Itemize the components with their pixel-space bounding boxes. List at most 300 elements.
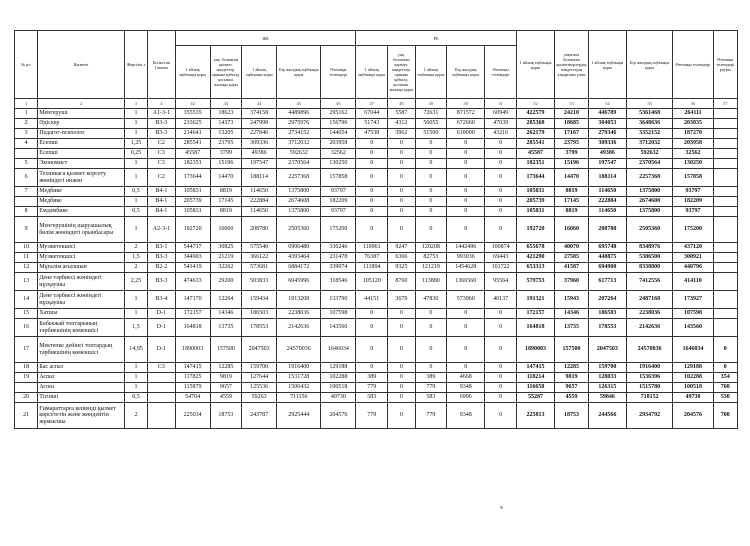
amount-cell: 0	[713, 363, 737, 373]
amount-cell	[713, 253, 737, 263]
amount-cell: 93797	[321, 207, 356, 217]
amount-cell: 0	[485, 207, 517, 217]
amount-cell: 2047503	[242, 337, 277, 363]
staff-units: 1	[124, 363, 147, 373]
amount-cell: 100518	[673, 383, 713, 393]
staff-units: 1	[124, 383, 147, 393]
amount-cell: 12285	[555, 363, 589, 373]
amount-cell: 579753	[517, 273, 555, 291]
row-number: 5	[15, 159, 38, 169]
position-name: Мектепке дейінгі топтардың тәрбиешінің көмекшісі	[38, 337, 125, 363]
amount-cell: 414110	[673, 273, 713, 291]
amount-cell: 1916400	[626, 363, 673, 373]
amount-cell: 15943	[555, 291, 589, 309]
row-number	[15, 197, 38, 207]
table-row	[15, 119, 738, 129]
column-number: 52	[517, 99, 555, 109]
row-number: 12	[15, 263, 38, 273]
amount-cell: 178553	[588, 319, 626, 337]
col-header-total-temp: уақытша болмаған қызметкерлердің міндеттерін атқарғаны үшін	[555, 31, 589, 99]
column-number: 51	[485, 99, 517, 109]
column-number-row	[15, 99, 738, 109]
amount-cell: 9348	[447, 383, 485, 393]
amount-cell: 214641	[175, 129, 210, 139]
amount-cell: 59263	[242, 393, 277, 403]
amount-cell: 0	[415, 149, 447, 159]
row-number	[15, 149, 38, 159]
rb-compensation-header: Өтемақы төлемдері	[485, 46, 517, 99]
amount-cell: 9325	[388, 263, 415, 273]
amount-cell: 14470	[555, 169, 589, 187]
amount-cell: 0	[447, 187, 485, 197]
amount-cell: 118214	[517, 373, 555, 383]
staff-units: 1	[124, 309, 147, 319]
amount-cell: 2370564	[277, 159, 321, 169]
amount-cell: 100518	[321, 383, 356, 393]
row-number: 9	[15, 217, 38, 243]
amount-cell	[713, 129, 737, 139]
amount-cell: 115879	[175, 383, 210, 393]
amount-cell: 366122	[242, 253, 277, 263]
amount-cell: 182351	[175, 159, 210, 169]
staff-units: 0,5	[124, 187, 147, 197]
amount-cell: 24570036	[626, 337, 673, 363]
amount-cell: 17167	[555, 129, 589, 139]
amount-cell: 1890003	[175, 337, 210, 363]
amount-cell: 0	[415, 217, 447, 243]
row-number: 4	[15, 139, 38, 149]
qualification-category	[148, 373, 175, 383]
amount-cell: 374158	[242, 109, 277, 119]
amount-cell: 59846	[588, 393, 626, 403]
amount-cell: 6045996	[277, 273, 321, 291]
amount-cell: 871572	[447, 109, 485, 119]
col-header-compensation-size: Өтемақы төлемдері рауры	[713, 31, 737, 99]
amount-cell: 779	[356, 403, 388, 429]
staff-units: 1	[124, 109, 147, 119]
position-name: Бөбекжай топтарының тәрбиешінің көмекшісі	[38, 319, 125, 337]
amount-cell: 15196	[210, 159, 242, 169]
amount-cell: 157500	[555, 337, 589, 363]
qualification-category: D-1	[148, 337, 175, 363]
amount-cell: 72631	[415, 109, 447, 119]
amount-cell: 175200	[673, 217, 713, 243]
amount-cell: 1454628	[447, 263, 485, 273]
col-header-total-monthly-2: 1 айлық еңбекақы қоры	[588, 31, 626, 99]
column-number: 54	[588, 99, 626, 109]
amount-cell	[713, 207, 737, 217]
amount-cell: 4559	[210, 393, 242, 403]
amount-cell: 101722	[485, 263, 517, 273]
amount-cell: 2142636	[277, 319, 321, 337]
amount-cell	[713, 217, 737, 243]
amount-cell: 573681	[242, 263, 277, 273]
amount-cell: 0	[388, 139, 415, 149]
amount-cell: 0	[388, 337, 415, 363]
amount-cell: 0	[447, 309, 485, 319]
amount-cell: 40137	[485, 291, 517, 309]
staff-units: 1	[124, 217, 147, 243]
amount-cell: 695748	[588, 243, 626, 253]
amount-cell: 0	[447, 337, 485, 363]
amount-cell: 147170	[175, 291, 210, 309]
amount-cell: 1646034	[673, 337, 713, 363]
rb-monthly-2-header: 1 айлық еңбекақы қоры	[415, 46, 447, 99]
amount-cell: 7412556	[626, 273, 673, 291]
column-number: 48	[388, 99, 415, 109]
column-number: 1	[15, 99, 38, 109]
amount-cell: 222884	[242, 197, 277, 207]
amount-cell: 188114	[242, 169, 277, 187]
amount-cell: 114650	[242, 207, 277, 217]
table-row	[15, 159, 738, 169]
amount-cell: 653313	[517, 263, 555, 273]
amount-cell: 227846	[242, 129, 277, 139]
amount-cell: 69443	[485, 253, 517, 263]
amount-cell: 285368	[517, 119, 555, 129]
amount-cell: 3799	[555, 149, 589, 159]
qualification-category: С3	[148, 363, 175, 373]
amount-cell: 0	[388, 169, 415, 187]
amount-cell: 178553	[242, 319, 277, 337]
amount-cell: 0	[485, 319, 517, 337]
amount-cell: 192720	[175, 217, 210, 243]
amount-cell: 718152	[626, 393, 673, 403]
amount-cell: 173644	[517, 169, 555, 187]
amount-cell: 192720	[517, 217, 555, 243]
col-header-category: Біліктілік Санаты	[148, 31, 175, 99]
amount-cell: 0	[485, 149, 517, 159]
amount-cell: 182209	[673, 197, 713, 207]
amount-cell: 233625	[175, 119, 210, 129]
amount-cell: 49386	[588, 149, 626, 159]
position-name: Медбике	[38, 187, 125, 197]
amount-cell: 23795	[210, 139, 242, 149]
table-row	[15, 393, 738, 403]
amount-cell: 14373	[210, 119, 242, 129]
amount-cell: 128033	[588, 373, 626, 383]
amount-cell: 49730	[673, 393, 713, 403]
amount-cell: 18685	[555, 119, 589, 129]
row-number: 18	[15, 363, 38, 373]
amount-cell: 2734152	[277, 129, 321, 139]
amount-cell: 107598	[321, 309, 356, 319]
amount-cell: 285541	[175, 139, 210, 149]
amount-cell: 0	[415, 159, 447, 169]
amount-cell: 0	[415, 169, 447, 187]
staff-units: 1	[124, 197, 147, 207]
amount-cell: 1890003	[517, 337, 555, 363]
amount-cell: 0	[485, 139, 517, 149]
amount-cell: 8348976	[626, 243, 673, 253]
amount-cell: 60949	[485, 109, 517, 119]
amount-cell: 474633	[175, 273, 210, 291]
amount-cell: 203835	[673, 119, 713, 129]
row-number: 6	[15, 169, 38, 187]
amount-cell: 2142636	[626, 319, 673, 337]
amount-cell: 389	[356, 373, 388, 383]
amount-cell: 6906480	[277, 243, 321, 253]
column-number: 3	[124, 99, 147, 109]
amount-cell: 114650	[588, 207, 626, 217]
amount-cell: 0	[447, 159, 485, 169]
amount-cell: 21219	[210, 253, 242, 263]
position-name: Медбике	[38, 197, 125, 207]
amount-cell: 0	[447, 139, 485, 149]
amount-cell: 0	[388, 207, 415, 217]
amount-cell: 205739	[517, 197, 555, 207]
column-number: 49	[415, 99, 447, 109]
amount-cell: 1375800	[277, 207, 321, 217]
amount-cell: 344903	[175, 253, 210, 263]
zhk-yearly-header: Бір жылдық еңбекақы қоры	[277, 46, 321, 99]
row-number: 13	[15, 273, 38, 291]
amount-cell: 4312	[388, 119, 415, 129]
amount-cell: 655678	[517, 243, 555, 253]
amount-cell: 0	[356, 197, 388, 207]
position-name: Дене тәрбиесі жөніндегі нұсқаушы	[38, 273, 125, 291]
column-number: 55	[626, 99, 673, 109]
amount-cell: 164818	[517, 319, 555, 337]
row-number: 20	[15, 393, 38, 403]
amount-cell: 2257368	[277, 169, 321, 187]
amount-cell: 67044	[356, 109, 388, 119]
amount-cell: 3352152	[626, 129, 673, 139]
amount-cell: 0	[356, 309, 388, 319]
row-number: 1	[15, 109, 38, 119]
position-name: Хатшы	[38, 309, 125, 319]
amount-cell: 247998	[242, 119, 277, 129]
amount-cell: 3962	[388, 129, 415, 139]
amount-cell: 129188	[321, 363, 356, 373]
amount-cell: 0	[356, 319, 388, 337]
amount-cell: 45587	[175, 149, 210, 159]
amount-cell	[713, 119, 737, 129]
amount-cell: 9819	[210, 373, 242, 383]
position-name: Аспаз	[38, 383, 125, 393]
amount-cell: 0	[485, 383, 517, 393]
zhk-temp-header: уақ. болмаған қызмет. міндеттер. орнына қабылд. қосымш. жалақы қоры	[210, 46, 242, 99]
amount-cell: 203958	[321, 139, 356, 149]
column-number: 57	[713, 99, 737, 109]
amount-cell: 2505360	[277, 217, 321, 243]
staff-units: 0,5	[124, 207, 147, 217]
amount-cell: 583	[356, 393, 388, 403]
column-number: 45	[277, 99, 321, 109]
position-name: Дене тәрбиесі жөніндегі нұсқаушы	[38, 291, 125, 309]
amount-cell: 3799	[210, 149, 242, 159]
column-number: 2	[38, 99, 125, 109]
amount-cell: 544717	[175, 243, 210, 253]
amount-cell: 354	[713, 373, 737, 383]
amount-cell: 617713	[588, 273, 626, 291]
amount-cell: 204576	[321, 403, 356, 429]
amount-cell: 5386500	[626, 253, 673, 263]
group-header-rb: РБ	[356, 31, 517, 46]
qualification-category: В4-1	[148, 197, 175, 207]
amount-cell: 618000	[447, 129, 485, 139]
amount-cell: 4489896	[277, 109, 321, 119]
amount-cell: 191321	[517, 291, 555, 309]
amount-cell: 446789	[588, 109, 626, 119]
zhk-monthly-header: 1 айлық еңбекақы қоры	[175, 46, 210, 99]
amount-cell: 120208	[415, 243, 447, 253]
amount-cell: 16060	[210, 217, 242, 243]
staff-units: 1	[124, 129, 147, 139]
amount-cell: 93797	[321, 187, 356, 197]
amount-cell: 0	[415, 207, 447, 217]
amount-cell: 51743	[356, 119, 388, 129]
amount-cell: 779	[415, 383, 447, 393]
amount-cell: 993036	[447, 253, 485, 263]
amount-cell: 437120	[673, 243, 713, 253]
qualification-category: D-1	[148, 319, 175, 337]
amount-cell: 105831	[517, 207, 555, 217]
amount-cell: 1913208	[277, 291, 321, 309]
amount-cell: 105831	[175, 207, 210, 217]
amount-cell: 100874	[485, 243, 517, 253]
amount-cell: 40070	[555, 243, 589, 253]
amount-cell: 0	[388, 187, 415, 197]
amount-cell: 110961	[356, 243, 388, 253]
amount-cell: 9348	[447, 403, 485, 429]
amount-cell: 8760	[388, 273, 415, 291]
position-name: Емдәмбике	[38, 207, 125, 217]
amount-cell: 208780	[242, 217, 277, 243]
row-number: 2	[15, 119, 38, 129]
amount-cell: 1442496	[447, 243, 485, 253]
amount-cell: 1646034	[321, 337, 356, 363]
position-name: Экономист	[38, 159, 125, 169]
amount-cell: 105831	[175, 187, 210, 197]
amount-cell: 3712032	[277, 139, 321, 149]
amount-cell: 0	[356, 187, 388, 197]
column-number: 47	[356, 99, 388, 109]
qualification-category: В4-1	[148, 187, 175, 197]
staff-units: 1	[124, 159, 147, 169]
amount-cell: 143560	[673, 319, 713, 337]
col-header-no: № р/с	[15, 31, 38, 99]
amount-cell: 126315	[588, 383, 626, 393]
table-row	[15, 109, 738, 119]
amount-cell: 0	[447, 149, 485, 159]
amount-cell: 55287	[517, 393, 555, 403]
amount-cell: 1531728	[277, 373, 321, 383]
column-number: 43	[210, 99, 242, 109]
position-name: Музжетекшісі	[38, 243, 125, 253]
rb-monthly-header: 1 айлық еңбекақы қоры	[356, 46, 388, 99]
amount-cell	[713, 187, 737, 197]
amount-cell: 147415	[175, 363, 210, 373]
amount-cell: 0	[388, 159, 415, 169]
amount-cell: 9657	[210, 383, 242, 393]
staff-units: 0,5	[124, 393, 147, 403]
rb-yearly-header: Бір жылдық еңбекақы қоры	[447, 46, 485, 99]
amount-cell: 16060	[555, 217, 589, 243]
position-name: Техникага қызмет корсету жөніндегі инжен	[38, 169, 125, 187]
qualification-category: D-1	[148, 309, 175, 319]
amount-cell: 0	[388, 149, 415, 159]
table-body	[15, 109, 738, 429]
amount-cell: 0	[388, 363, 415, 373]
amount-cell	[713, 243, 737, 253]
amount-cell: 159434	[242, 291, 277, 309]
table-row	[15, 253, 738, 263]
amount-cell: 541419	[175, 263, 210, 273]
amount-cell: 3648636	[626, 119, 673, 129]
amount-cell	[713, 149, 737, 159]
amount-cell: 116658	[517, 383, 555, 393]
amount-cell: 389	[415, 373, 447, 383]
amount-cell: 102288	[321, 373, 356, 383]
amount-cell: 0	[356, 159, 388, 169]
qualification-category: С2	[148, 139, 175, 149]
column-number: 50	[447, 99, 485, 109]
amount-cell: 3712032	[626, 139, 673, 149]
amount-cell: 0	[356, 363, 388, 373]
col-header-total-yearly: Бір жылдық еңбекақы қоры	[626, 31, 673, 99]
position-name: Әдіскер	[38, 119, 125, 129]
amount-cell	[713, 291, 737, 309]
qualification-category: В3-3	[148, 119, 175, 129]
position-name: Менгеруші	[38, 109, 125, 119]
amount-cell: 336246	[321, 243, 356, 253]
amount-cell: 37960	[555, 273, 589, 291]
amount-cell: 95564	[485, 273, 517, 291]
amount-cell	[713, 319, 737, 337]
rb-temp-header: уақ. болмаған қызмет. міндеттер. орнына қабылд. қосымш. жалақы қоры	[388, 46, 415, 99]
amount-cell: 5587	[388, 109, 415, 119]
amount-cell: 147415	[517, 363, 555, 373]
position-name: Есепші	[38, 139, 125, 149]
amount-cell: 4559	[555, 393, 589, 403]
amount-cell: 9819	[555, 373, 589, 383]
col-header-total-compensation: Өтемақы төлемдері	[673, 31, 713, 99]
col-header-level: Жергілік т	[124, 31, 147, 99]
amount-cell: 129188	[673, 363, 713, 373]
amount-cell: 8338800	[626, 263, 673, 273]
amount-cell: 0	[485, 217, 517, 243]
qualification-category	[148, 403, 175, 429]
row-number: 7	[15, 187, 38, 197]
amount-cell: 2257368	[626, 169, 673, 187]
amount-cell: 0	[485, 403, 517, 429]
amount-cell: 13735	[555, 319, 589, 337]
amount-cell: 107598	[673, 309, 713, 319]
amount-cell: 2487168	[626, 291, 673, 309]
amount-cell: 2370564	[626, 159, 673, 169]
amount-cell: 203958	[673, 139, 713, 149]
amount-cell: 182209	[321, 197, 356, 207]
table-row	[15, 319, 738, 337]
amount-cell: 231478	[321, 253, 356, 263]
amount-cell: 8819	[555, 207, 589, 217]
amount-cell: 8819	[555, 187, 589, 197]
amount-cell: 318546	[321, 273, 356, 291]
amount-cell: 779	[356, 383, 388, 393]
amount-cell: 6996	[447, 393, 485, 403]
table-row	[15, 383, 738, 393]
scan-speck	[500, 506, 503, 509]
amount-cell: 440796	[673, 263, 713, 273]
amount-cell: 29200	[210, 273, 242, 291]
amount-cell: 130250	[673, 159, 713, 169]
amount-cell: 1375800	[626, 207, 673, 217]
amount-cell	[713, 139, 737, 149]
amount-cell: 2674608	[277, 197, 321, 207]
staffing-table	[14, 30, 738, 429]
column-number: 46	[321, 99, 356, 109]
